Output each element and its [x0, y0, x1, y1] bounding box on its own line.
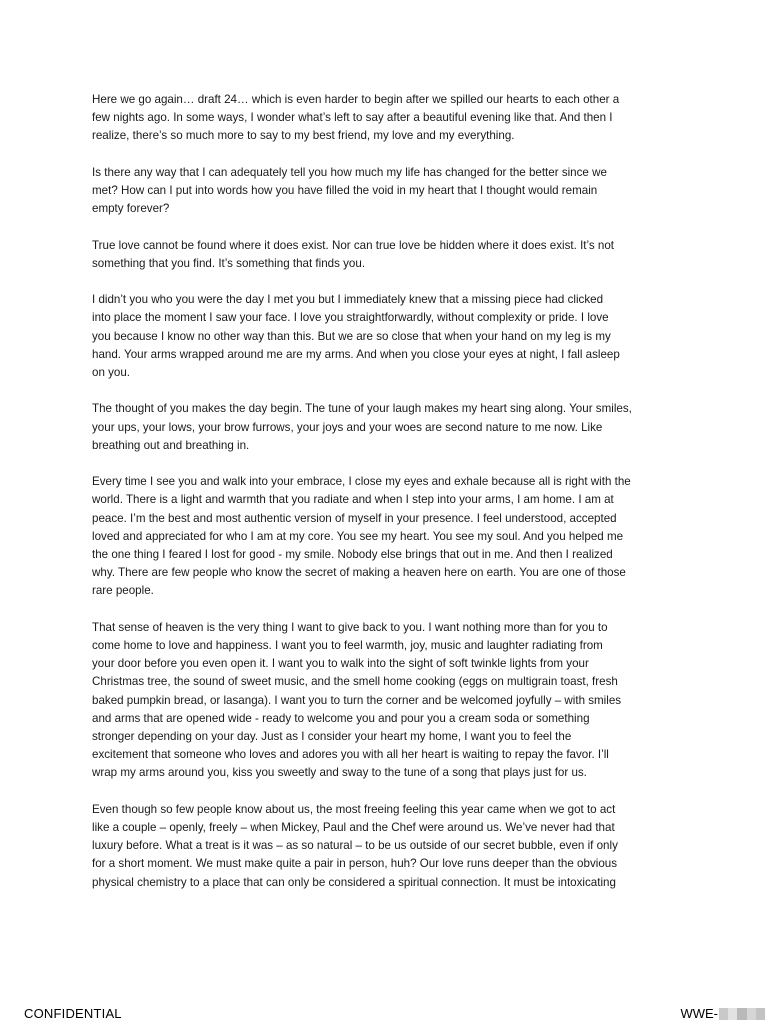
text-line: wrap my arms around you, kiss you sweetly and sway to the tune of a song that plays just for us.	[92, 766, 587, 780]
text-line: baked pumpkin bread, or lasanga). I want you to turn the corner and be welcomed joyfully – with smiles	[92, 693, 622, 707]
text-line: the one thing I feared I lost for good - my smile. Nobody else brings that out in me. And then I realized	[92, 548, 613, 561]
text-line: realize, there’s so much more to say to my best friend, my love and my everything.	[92, 129, 515, 143]
text-line: come home to love and happiness. I want you to feel warmth, joy, music and laughter radiating from	[92, 639, 603, 652]
text-line: met? How can I put into words how you have filled the void in my heart that I thought would remain	[92, 184, 598, 197]
paragraph	[92, 291, 692, 382]
text-line: hand. Your arms wrapped around me are my arms. And when you close your eyes at night, I fall asleep	[92, 347, 620, 361]
text-line: peace. I’m the best and most authentic version of myself in your presence. I feel understood, accepted	[92, 511, 617, 525]
redaction-pixel	[719, 1008, 728, 1020]
text-line: Every time I see you and walk into your embrace, I close my eyes and exhale because all is right with the	[92, 475, 631, 489]
text-line: something that you find. It’s something that finds you.	[92, 256, 366, 270]
paragraph	[92, 801, 692, 892]
redaction-pixel	[728, 1008, 737, 1020]
letter-body	[92, 91, 692, 910]
text-line: Even though so few people know about us, the most freeing feeling this year came when we got to act	[92, 802, 616, 816]
text-line: breathing out and breathing in.	[92, 438, 250, 452]
text-line: into place the moment I saw your face. I love you straightforwardly, without complexity or pride. I love	[92, 311, 609, 325]
text-line: Here we go again… draft 24… which is even harder to begin after we spilled our hearts to each other a	[92, 93, 620, 106]
text-line: world. There is a light and warmth that you radiate and when I step into your arms, I am home. I am at	[92, 493, 614, 507]
text-line: physical chemistry to a place that can only be considered a spiritual connection. It must be intoxicating	[92, 875, 616, 889]
text-line: you because I know no other way than this. But we are so close that when your hand on my leg is my	[92, 329, 611, 343]
text-line: on you.	[92, 366, 131, 379]
text-line: luxury before. What a treat is it was – as so natural – to be us outside of our secret bubble, even if only	[92, 839, 618, 853]
bates-number	[680, 1006, 765, 1021]
paragraph	[92, 473, 692, 600]
text-line: your ups, your lows, your brow furrows, your joys and your woes are second nature to me now. Like	[92, 420, 603, 434]
text-line: few nights ago. In some ways, I wonder what’s left to say after a beautiful evening like that. And then I	[92, 111, 613, 125]
redaction-pixel	[737, 1008, 746, 1020]
text-line: I didn’t you who you were the day I met you but I immediately knew that a missing piece had clicked	[92, 293, 604, 307]
text-line: The thought of you makes the day begin. The tune of your laugh makes my heart sing along. Your smiles,	[92, 402, 632, 416]
text-line: excitement that someone who loves and adores you with all her heart is waiting to repay the favor. I’ll	[92, 748, 609, 762]
text-line: rare people.	[92, 584, 154, 598]
paragraph	[92, 619, 692, 783]
text-line: for a short moment. We must make quite a pair in person, huh? Our love runs deeper than the obvious	[92, 857, 618, 871]
text-line: like a couple – openly, freely – when Mickey, Paul and the Chef were around us. We’ve never had that	[92, 821, 615, 835]
text-line: loved and appreciated for who I am at my core. You see my heart. You see my soul. And you helped me	[92, 529, 624, 543]
text-line: why. There are few people who know the secret of making a heaven here on earth. You are one of those	[92, 566, 626, 580]
text-line: stronger depending on your day. Just as I consider your heart my home, I want you to feel the	[92, 730, 572, 744]
redaction-pixel	[756, 1008, 765, 1020]
text-line: your door before you even open it. I want you to walk into the sight of soft twinkle lights from your	[92, 657, 589, 671]
paragraph	[92, 400, 692, 455]
text-line: Christmas tree, the sound of sweet music, and the smell home cooking (eggs on multigrain toast, fresh	[92, 675, 618, 689]
confidential-label: CONFIDENTIAL	[24, 1006, 122, 1021]
paragraph	[92, 164, 692, 219]
text-line: empty forever?	[92, 202, 170, 216]
text-line: and arms that are opened wide - ready to welcome you and pour you a cream soda or something	[92, 711, 590, 725]
paragraph	[92, 91, 692, 146]
redacted-block	[719, 1008, 765, 1020]
text-line: That sense of heaven is the very thing I want to give back to you. I want nothing more than for you to	[92, 620, 608, 634]
bates-prefix: WWE-	[680, 1006, 718, 1021]
redaction-pixel	[747, 1008, 756, 1020]
text-line: Is there any way that I can adequately tell you how much my life has changed for the better since we	[92, 165, 607, 179]
text-line: True love cannot be found where it does exist. Nor can true love be hidden where it does exist. It’s not	[92, 238, 615, 252]
paragraph	[92, 237, 692, 273]
